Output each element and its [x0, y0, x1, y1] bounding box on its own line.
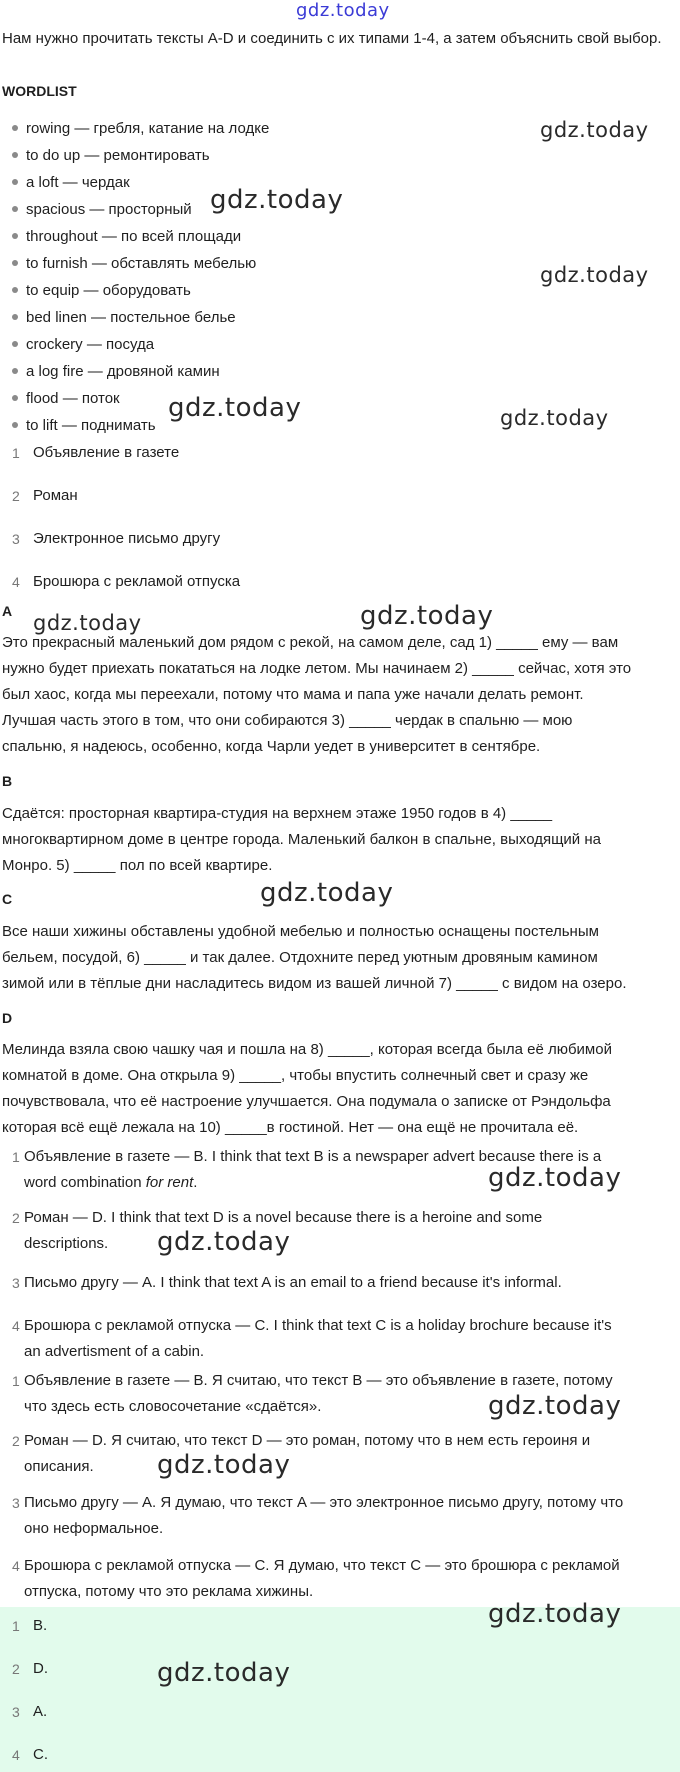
- bullet-icon: [12, 422, 18, 428]
- short-answer: 4 C.: [12, 1746, 48, 1763]
- wordlist-item: to lift — поднимать: [0, 413, 156, 439]
- bullet-icon: [12, 395, 18, 401]
- bullet-icon: [12, 260, 18, 266]
- watermark: gdz.today: [540, 118, 649, 142]
- bullet-icon: [12, 152, 18, 158]
- watermark: gdz.today: [296, 0, 390, 21]
- text-line: Сдаётся: просторная квартира-студия на верхнем этаже 1950 годов в 4) _____: [2, 805, 553, 822]
- type-item: 1 Объявление в газете: [12, 444, 180, 461]
- text-letter: D: [2, 1010, 13, 1026]
- bullet-icon: [12, 125, 18, 131]
- bullet-icon: [12, 179, 18, 185]
- watermark: gdz.today: [210, 185, 344, 215]
- wordlist-item: to equip — оборудовать: [0, 278, 191, 304]
- wordlist-item: spacious — просторный: [0, 197, 192, 223]
- answer-item-ru: 4 Брошюра с рекламой отпуска — C. Я думаю, что текст C — это брошюра с рекламой отпуска, потому что это реклама хижины.: [12, 1557, 620, 1600]
- wordlist-item: to do up — ремонтировать: [0, 143, 210, 169]
- bullet-icon: [12, 287, 18, 293]
- short-answer: 2 D.: [12, 1660, 48, 1677]
- text-line: комнатой в доме. Она открыла 9) _____, чтобы впустить солнечный свет и сразу же: [2, 1067, 589, 1084]
- watermark: gdz.today: [168, 393, 302, 423]
- watermark: gdz.today: [488, 1163, 622, 1193]
- text-line: был хаос, когда мы переехали, потому что мама и папа уже начали делать ремонт.: [2, 686, 584, 703]
- bullet-icon: [12, 206, 18, 212]
- watermark: gdz.today: [33, 611, 142, 635]
- text-line: нужно будет приехать покататься на лодке летом. Мы начинаем 2) _____ сейчас, хотя это: [2, 660, 632, 677]
- bullet-icon: [12, 341, 18, 347]
- wordlist-item: rowing — гребля, катание на лодке: [0, 116, 269, 142]
- watermark: gdz.today: [157, 1227, 291, 1257]
- answer-item-en: 3 Письмо другу — A. I think that text A is an email to a friend because it's informal.: [12, 1274, 562, 1291]
- text-letter: B: [2, 773, 13, 789]
- answer-item-ru: 3 Письмо другу — A. Я думаю, что текст A — это электронное письмо другу, потому что оно неформальное.: [12, 1494, 624, 1537]
- text-line: Все наши хижины обставлены удобной мебелью и полностью оснащены постельным: [2, 923, 599, 940]
- answer-item-en: 4 Брошюра с рекламой отпуска — C. I think that text C is a holiday brochure because it's an advertisment of a cabin.: [12, 1317, 612, 1360]
- text-line: бельем, посудой, 6) _____ и так далее. Отдохните перед уютным дровяным камином: [2, 949, 598, 966]
- wordlist-item: a log fire — дровяной камин: [0, 359, 220, 385]
- watermark: gdz.today: [500, 406, 609, 430]
- short-answer: 3 A.: [12, 1703, 48, 1720]
- wordlist-title: WORDLIST: [2, 83, 77, 99]
- bullet-icon: [12, 233, 18, 239]
- text-line: Это прекрасный маленький дом рядом с рекой, на самом деле, сад 1) _____ ему — вам: [2, 634, 619, 651]
- wordlist-item: throughout — по всей площади: [0, 224, 241, 250]
- text-line: зимой или в тёплые дни насладитесь видом из вашей личной 7) _____ с видом на озеро.: [2, 975, 627, 992]
- watermark: gdz.today: [488, 1391, 622, 1421]
- watermark: gdz.today: [157, 1450, 291, 1480]
- text-line: Монро. 5) _____ пол по всей квартире.: [2, 857, 273, 874]
- wordlist-item: bed linen — постельное белье: [0, 305, 236, 331]
- text-line: Мелинда взяла свою чашку чая и пошла на 8) _____, которая всегда была её любимой: [2, 1041, 612, 1058]
- watermark: gdz.today: [260, 878, 394, 908]
- wordlist-item: crockery — посуда: [0, 332, 154, 358]
- answer-item-en: 1 Объявление в газете — B. I think that text B is a newspaper advert because there is a word combination for rent.: [12, 1148, 602, 1191]
- watermark: gdz.today: [157, 1658, 291, 1688]
- wordlist-item: flood — поток: [0, 386, 120, 412]
- type-item: 4 Брошюра с рекламой отпуска: [12, 573, 241, 590]
- type-item: 2 Роман: [12, 487, 78, 504]
- watermark: gdz.today: [360, 601, 494, 631]
- type-item: 3 Электронное письмо другу: [12, 530, 221, 547]
- text-letter: C: [2, 891, 13, 907]
- text-line: спальню, я надеюсь, особенно, когда Чарли уедет в университет в сентябре.: [2, 738, 541, 755]
- text-line: почувствовала, что её настроение улучшается. Она подумала о записке от Рэндольфа: [2, 1093, 611, 1110]
- watermark: gdz.today: [488, 1599, 622, 1629]
- answer-item-ru: 1 Объявление в газете — B. Я считаю, что текст B — это объявление в газете, потому что здесь есть словосочетание «сдаётся».: [12, 1372, 613, 1415]
- wordlist-item: a loft — чердак: [0, 170, 130, 196]
- short-answer: 1 B.: [12, 1617, 48, 1634]
- text-letter: A: [2, 603, 13, 619]
- wordlist-item: to furnish — обставлять мебелью: [0, 251, 256, 277]
- text-line: Лучшая часть этого в том, что они собираются 3) _____ чердак в спальню — мою: [2, 712, 573, 729]
- answer-item-ru: 2 Роман — D. Я считаю, что текст D — это роман, потому что в нем есть героиня и описания.: [12, 1432, 591, 1475]
- answer-item-en: 2 Роман — D. I think that text D is a novel because there is a heroine and some descriptions.: [12, 1209, 543, 1252]
- text-line: которая всё ещё лежала на 10) _____в гостиной. Нет — она ещё не прочитала её.: [2, 1119, 579, 1136]
- task-intro: Нам нужно прочитать тексты A-D и соединить с их типами 1-4, а затем объяснить свой выбор.: [2, 30, 662, 47]
- bullet-icon: [12, 314, 18, 320]
- bullet-icon: [12, 368, 18, 374]
- text-line: многоквартирном доме в центре города. Маленький балкон в спальне, выходящий на: [2, 831, 601, 848]
- watermark: gdz.today: [540, 263, 649, 287]
